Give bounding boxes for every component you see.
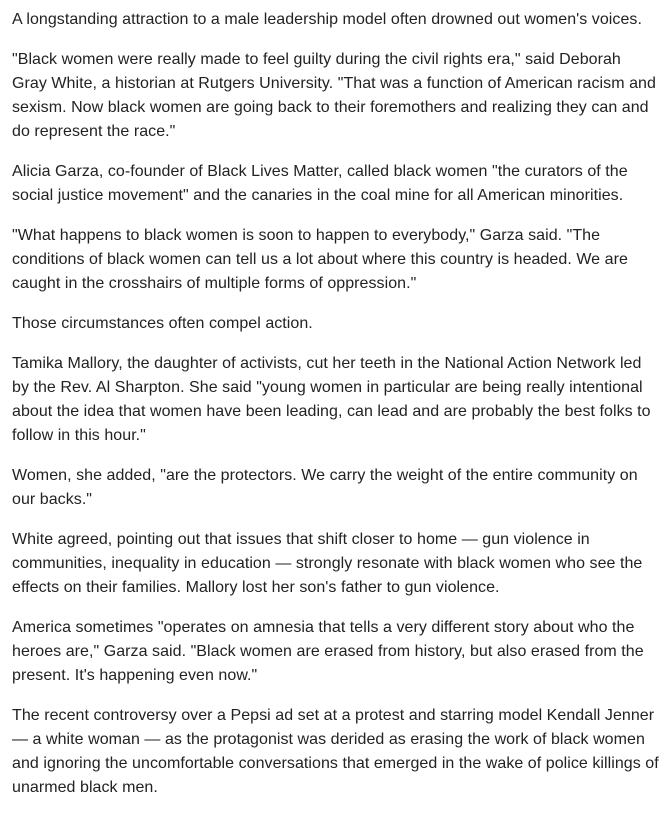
paragraph: A longstanding attraction to a male leadership model often drowned out women's voices. bbox=[12, 11, 642, 28]
paragraph: Tamika Mallory, the daughter of activists, cut her teeth in the National Action Network led by the Rev. Al Sharpton. She said "young women in particular are being really intentional about the idea that women have been leading, can lead and are probably the best folks to follow in this hour." bbox=[12, 355, 651, 444]
paragraph: America sometimes "operates on amnesia that tells a very different story about who the heroes are," Garza said. "Black women are erased from history, but also erased from the present. It's happening even now." bbox=[12, 619, 644, 684]
paragraph: "What happens to black women is soon to happen to everybody," Garza said. "The conditions of black women can tell us a lot about where this country is headed. We are caught in the crosshairs of multiple forms of oppression." bbox=[12, 227, 628, 292]
paragraph: "Black women were really made to feel guilty during the civil rights era," said Deborah Gray White, a historian at Rutgers University. "That was a function of American racism and sexism. Now black women are going back to their foremothers and realizing they can and do represent the race." bbox=[12, 51, 656, 140]
paragraph: The recent controversy over a Pepsi ad set at a protest and starring model Kendall Jenner — a white woman — as the protagonist was derided as erasing the work of black women and ignoring the uncomfortable conversations that emerged in the wake of police killings of unarmed black men. bbox=[12, 707, 659, 796]
paragraph: Women, she added, "are the protectors. We carry the weight of the entire community on our backs." bbox=[12, 467, 638, 508]
paragraph: White agreed, pointing out that issues that shift closer to home — gun violence in communities, inequality in education — strongly resonate with black women who see the effects on their families. Mallory lost her son's father to gun violence. bbox=[12, 531, 643, 596]
paragraph: Alicia Garza, co-founder of Black Lives Matter, called black women "the curators of the social justice movement" and the canaries in the coal mine for all American minorities. bbox=[12, 163, 628, 204]
paragraph: Those circumstances often compel action. bbox=[12, 315, 313, 332]
